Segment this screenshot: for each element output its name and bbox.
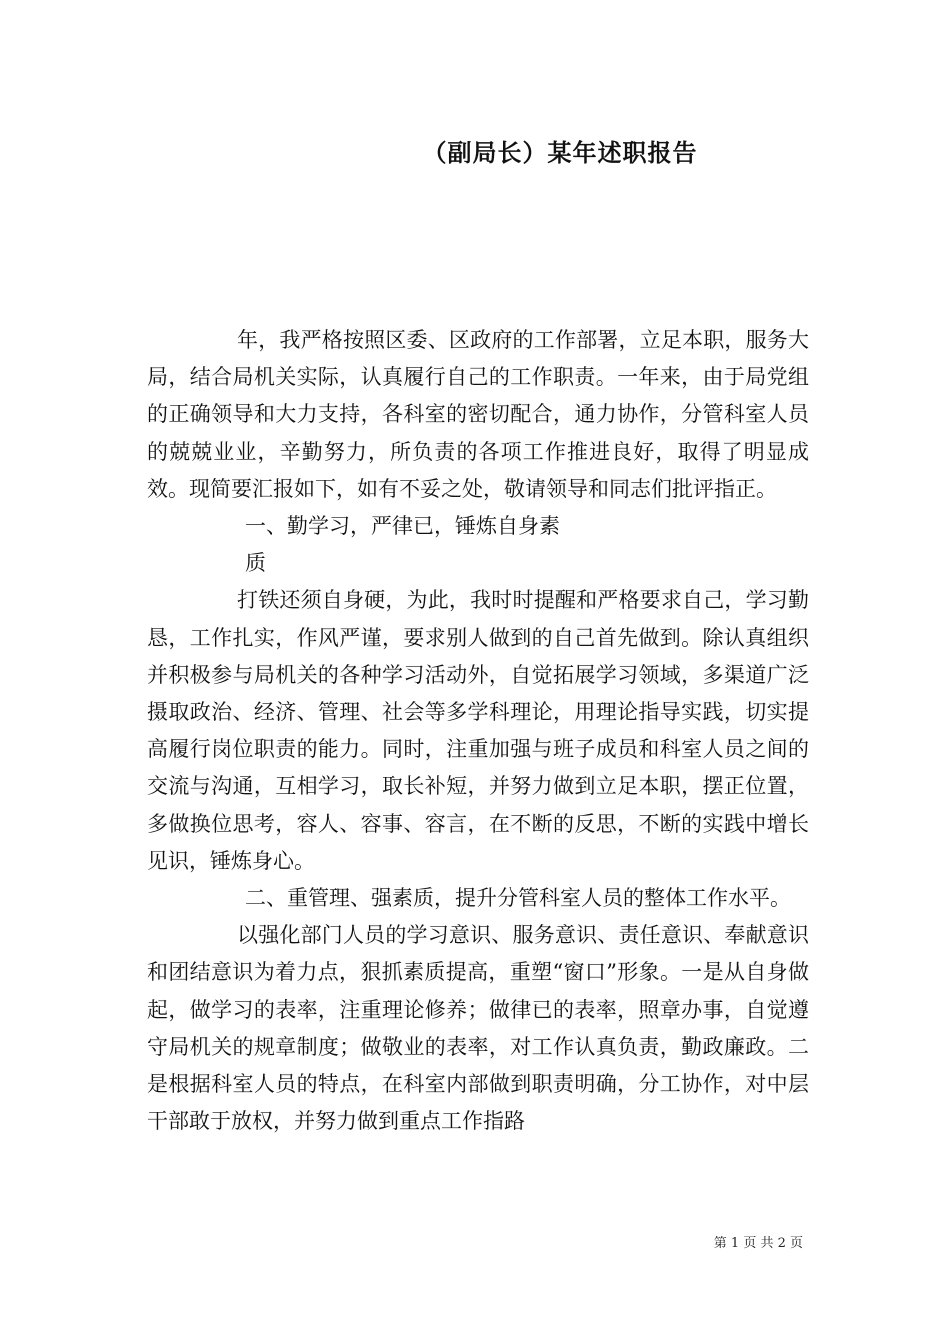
paragraph-section-1: 打铁还须自身硬，为此，我时时提醒和严格要求自己，学习勤恳，工作扎实，作风严谨，要求别人做到的自己首先做到。除认真组织并积极参与局机关的各种学习活动外，自觉拓展学习领域，多渠道广泛摄取政治、经济、管理、社会等多学科理论，用理论指导实践，切实提高履行岗位职责的能力。同时，注重加强与班子成员和科室人员之间的交流与沟通，互相学习，取长补短，并努力做到立足本职，摆正位置，多做换位思考，容人、容事、容言，在不断的反思，不断的实践中增长见识，锤炼身心。 [147,588,809,873]
page-number-footer: 第 1 页 共 2 页 [713,1236,803,1251]
paragraph-section-2: 以强化部门人员的学习意识、服务意识、责任意识、奉献意识和团结意识为着力点，狠抓素质提高，重塑“窗口”形象。一是从自身做起，做学习的表率，注重理论修养；做律已的表率，照章办事，自觉遵守局机关的规章制度；做敬业的表率，对工作认真负责，勤政廉政。二是根据科室人员的特点，在科室内部做到职责明确，分工协作，对中层干部敢于放权，并努力做到重点工作指路 [147,923,809,1134]
document-body [147,322,809,1140]
document-title: （副局长）某年述职报告 [422,138,698,167]
section-heading-2: 二、重管理、强素质，提升分管科室人员的整体工作水平。 [245,886,791,911]
section-heading-1: 一、勤学习，严律已，锤炼自身素质 [245,514,560,576]
paragraph-intro: 年，我严格按照区委、区政府的工作部署，立足本职，服务大局，结合局机关实际，认真履行自己的工作职责。一年来，由于局党组的正确领导和大力支持，各科室的密切配合，通力协作，分管科室人员的兢兢业业，辛勤努力，所负责的各项工作推进良好，取得了明显成效。现简要汇报如下，如有不妥之处，敬请领导和同志们批评指正。 [147,328,809,501]
